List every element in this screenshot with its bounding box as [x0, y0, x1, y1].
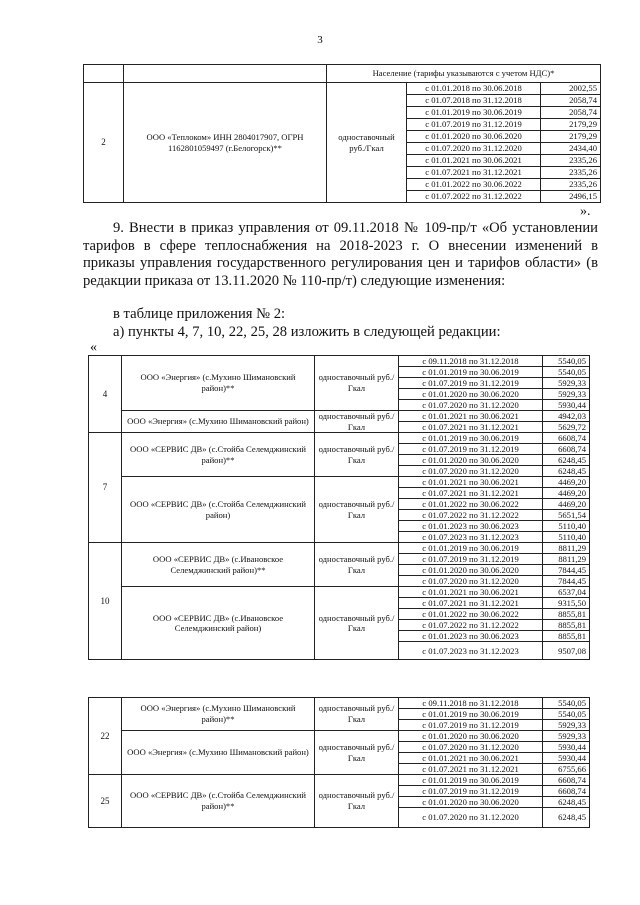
- tariff-period: с 01.07.2021 по 31.12.2021: [399, 488, 543, 499]
- table-row: [89, 543, 590, 554]
- tariff-period: с 01.07.2021 по 31.12.2021: [399, 764, 543, 775]
- organization-name: ООО «СЕРВИС ДВ» (с.Ивановское Селемджинский район)**: [122, 543, 315, 587]
- tariff-value: 4469,20: [543, 488, 590, 499]
- tariff-period: с 01.01.2018 по 30.06.2018: [407, 83, 541, 95]
- organization-name: ООО «СЕРВИС ДВ» (с.Стойба Селемджинский район)**: [122, 433, 315, 477]
- tariff-value: 9507,08: [543, 642, 590, 660]
- tariff-unit: одноставочный руб./Гкал: [315, 698, 399, 731]
- tariff-period: с 01.01.2019 по 30.06.2019: [399, 543, 543, 554]
- line-table: в таблице приложения № 2:: [113, 306, 286, 322]
- tariff-value: 2335,26: [541, 179, 601, 191]
- tariff-period: с 09.11.2018 по 31.12.2018: [399, 356, 543, 367]
- point-number: 7: [89, 433, 122, 543]
- tariff-period: с 01.07.2020 по 31.12.2020: [407, 143, 541, 155]
- point-number: 10: [89, 543, 122, 660]
- tariff-period: с 01.07.2020 по 31.12.2020: [399, 808, 543, 828]
- tariff-period: с 01.07.2020 по 31.12.2020: [399, 576, 543, 587]
- tariff-period: с 09.11.2018 по 31.12.2018: [399, 698, 543, 709]
- tariff-period: с 01.01.2021 по 30.06.2021: [399, 411, 543, 422]
- table-row: [89, 356, 590, 367]
- tariff-value: 6248,45: [543, 797, 590, 808]
- tariff-unit: одноставочный руб./Гкал: [315, 543, 399, 587]
- tariff-period: с 01.01.2021 по 30.06.2021: [399, 477, 543, 488]
- tariff-period: с 01.07.2021 по 31.12.2021: [407, 167, 541, 179]
- tariff-table-teplokom: [83, 64, 601, 203]
- tariff-period: с 01.01.2023 по 30.06.2023: [399, 631, 543, 642]
- tariff-value: 7844,45: [543, 565, 590, 576]
- organization-name: ООО «Теплоком» ИНН 2804017907, ОГРН 1162801059497 (г.Белогорск)**: [124, 83, 327, 203]
- tariff-value: 4942,03: [543, 411, 590, 422]
- table-header-population: Население (тарифы указываются с учетом НДС)*: [327, 65, 601, 83]
- tariff-value: 5110,40: [543, 521, 590, 532]
- tariff-value: 8855,81: [543, 631, 590, 642]
- tariff-value: 5930,44: [543, 753, 590, 764]
- tariff-unit: одноставочный руб./Гкал: [315, 477, 399, 543]
- point-number: 25: [89, 775, 122, 828]
- organization-name: ООО «СЕРВИС ДВ» (с.Стойба Селемджинский район)**: [122, 775, 315, 828]
- tariff-period: с 01.07.2019 по 31.12.2019: [399, 554, 543, 565]
- table-row: [89, 775, 590, 786]
- organization-name: ООО «СЕРВИС ДВ» (с.Стойба Селемджинский район): [122, 477, 315, 543]
- tariff-period: с 01.01.2021 по 30.06.2021: [407, 155, 541, 167]
- tariff-period: с 01.07.2020 по 31.12.2020: [399, 400, 543, 411]
- table-row: [89, 477, 590, 488]
- tariff-value: 8811,29: [543, 554, 590, 565]
- tariff-value: 5110,40: [543, 532, 590, 543]
- tariff-value: 2179,29: [541, 131, 601, 143]
- tariff-period: с 01.07.2019 по 31.12.2019: [399, 786, 543, 797]
- point-number: 2: [84, 83, 124, 203]
- table-row: [89, 698, 590, 709]
- tariff-unit: одноставочный руб./Гкал: [315, 433, 399, 477]
- tariff-value: 9315,50: [543, 598, 590, 609]
- tariff-period: с 01.01.2019 по 30.06.2019: [399, 433, 543, 444]
- tariff-value: 8855,81: [543, 620, 590, 631]
- tariff-period: с 01.07.2021 по 31.12.2021: [399, 422, 543, 433]
- tariff-period: с 01.01.2020 по 30.06.2020: [399, 731, 543, 742]
- tariff-value: 2058,74: [541, 95, 601, 107]
- tariff-period: с 01.01.2019 по 30.06.2019: [407, 107, 541, 119]
- tariff-value: 2335,26: [541, 155, 601, 167]
- tariff-value: 6608,74: [543, 444, 590, 455]
- organization-name: ООО «Энергия» (с.Мухино Шимановский район)**: [122, 698, 315, 731]
- table-row: [89, 587, 590, 598]
- table-row: [89, 731, 590, 742]
- tariff-value: 2179,29: [541, 119, 601, 131]
- tariff-period: с 01.07.2023 по 31.12.2023: [399, 642, 543, 660]
- tariff-unit: одноставочный руб./Гкал: [315, 731, 399, 775]
- blank-cell: [124, 65, 327, 83]
- paragraph-9: [83, 220, 598, 290]
- tariff-value: 5540,05: [543, 698, 590, 709]
- table-row: [84, 83, 601, 95]
- tariff-period: с 01.01.2019 по 30.06.2019: [399, 709, 543, 720]
- tariff-value: 4469,20: [543, 477, 590, 488]
- tariff-period: с 01.01.2020 по 30.06.2020: [399, 389, 543, 400]
- tariff-period: с 01.07.2019 по 31.12.2019: [399, 720, 543, 731]
- table-row: [89, 433, 590, 444]
- tariff-value: 8811,29: [543, 543, 590, 554]
- tariff-value: 5629,72: [543, 422, 590, 433]
- tariff-value: 6248,45: [543, 808, 590, 828]
- tariff-period: с 01.07.2020 по 31.12.2020: [399, 466, 543, 477]
- tariff-value: 7844,45: [543, 576, 590, 587]
- tariff-value: 5930,44: [543, 742, 590, 753]
- closing-quote: ».: [580, 204, 591, 219]
- tariff-period: с 01.01.2020 по 30.06.2020: [399, 565, 543, 576]
- tariff-value: 5540,05: [543, 356, 590, 367]
- tariff-value: 2496,15: [541, 191, 601, 203]
- tariff-value: 5540,05: [543, 709, 590, 720]
- paragraph-9-text: 9. Внести в приказ управления от 09.11.2018 № 109-пр/т «Об установлении тарифов в сфере теплоснабжения на 2018-2023 г. О внесении изменений в приказы управления государственного регулирования цен и тарифов области» (в редакции приказа от 13.11.2020 № 110-пр/т) следующие изменения:: [83, 220, 598, 289]
- opening-quote: «: [90, 340, 97, 355]
- page-number: 3: [317, 34, 323, 46]
- tariff-period: с 01.07.2022 по 31.12.2022: [399, 510, 543, 521]
- tariff-value: 2002,55: [541, 83, 601, 95]
- tariff-unit: одноставочный руб./Гкал: [327, 83, 407, 203]
- tariff-period: с 01.07.2023 по 31.12.2023: [399, 532, 543, 543]
- tariff-period: с 01.01.2020 по 30.06.2020: [399, 455, 543, 466]
- tariff-value: 2434,40: [541, 143, 601, 155]
- tariff-value: 8855,81: [543, 609, 590, 620]
- tariff-unit: одноставочный руб./Гкал: [315, 775, 399, 828]
- tariff-period: с 01.01.2022 по 30.06.2022: [399, 499, 543, 510]
- tariff-value: 5929,33: [543, 720, 590, 731]
- tariff-value: 6608,74: [543, 433, 590, 444]
- point-number: 4: [89, 356, 122, 433]
- tariff-value: 5929,33: [543, 378, 590, 389]
- line-points: а) пункты 4, 7, 10, 22, 25, 28 изложить в следующей редакции:: [113, 324, 501, 340]
- tariff-value: 5540,05: [543, 367, 590, 378]
- tariff-value: 6248,45: [543, 455, 590, 466]
- tariff-value: 4469,20: [543, 499, 590, 510]
- tariff-period: с 01.01.2022 по 30.06.2022: [407, 179, 541, 191]
- tariff-value: 5929,33: [543, 731, 590, 742]
- tariff-value: 6608,74: [543, 775, 590, 786]
- tariff-table-points-4-7-10: [88, 355, 590, 660]
- tariff-period: с 01.07.2021 по 31.12.2021: [399, 598, 543, 609]
- tariff-unit: одноставочный руб./Гкал: [315, 587, 399, 660]
- tariff-period: с 01.07.2018 по 31.12.2018: [407, 95, 541, 107]
- tariff-unit: одноставочный руб./Гкал: [315, 356, 399, 411]
- tariff-period: с 01.01.2019 по 30.06.2019: [399, 367, 543, 378]
- tariff-period: с 01.01.2021 по 30.06.2021: [399, 587, 543, 598]
- tariff-period: с 01.07.2022 по 31.12.2022: [407, 191, 541, 203]
- tariff-period: с 01.01.2020 по 30.06.2020: [399, 797, 543, 808]
- organization-name: ООО «СЕРВИС ДВ» (с.Ивановское Селемджинский район): [122, 587, 315, 660]
- organization-name: ООО «Энергия» (с.Мухино Шимановский район)**: [122, 356, 315, 411]
- tariff-period: с 01.01.2019 по 30.06.2019: [399, 775, 543, 786]
- tariff-value: 5929,33: [543, 389, 590, 400]
- blank-cell: [84, 65, 124, 83]
- tariff-period: с 01.07.2019 по 31.12.2019: [399, 378, 543, 389]
- tariff-value: 5930,44: [543, 400, 590, 411]
- tariff-value: 2058,74: [541, 107, 601, 119]
- organization-name: ООО «Энергия» (с.Мухино Шимановский район): [122, 411, 315, 433]
- tariff-period: с 01.01.2020 по 30.06.2020: [407, 131, 541, 143]
- tariff-value: 6755,66: [543, 764, 590, 775]
- tariff-value: 6608,74: [543, 786, 590, 797]
- tariff-period: с 01.01.2021 по 30.06.2021: [399, 753, 543, 764]
- table-row: [89, 411, 590, 422]
- tariff-value: 2335,26: [541, 167, 601, 179]
- tariff-period: с 01.07.2022 по 31.12.2022: [399, 620, 543, 631]
- point-number: 22: [89, 698, 122, 775]
- tariff-period: с 01.01.2022 по 30.06.2022: [399, 609, 543, 620]
- organization-name: ООО «Энергия» (с.Мухино Шимановский район): [122, 731, 315, 775]
- tariff-value: 6248,45: [543, 466, 590, 477]
- tariff-table-points-22-25: [88, 697, 590, 828]
- tariff-period: с 01.07.2019 по 31.12.2019: [399, 444, 543, 455]
- tariff-value: 6537,04: [543, 587, 590, 598]
- tariff-value: 5651,54: [543, 510, 590, 521]
- tariff-period: с 01.01.2023 по 30.06.2023: [399, 521, 543, 532]
- tariff-period: с 01.07.2020 по 31.12.2020: [399, 742, 543, 753]
- tariff-period: с 01.07.2019 по 31.12.2019: [407, 119, 541, 131]
- tariff-unit: одноставочный руб./Гкал: [315, 411, 399, 433]
